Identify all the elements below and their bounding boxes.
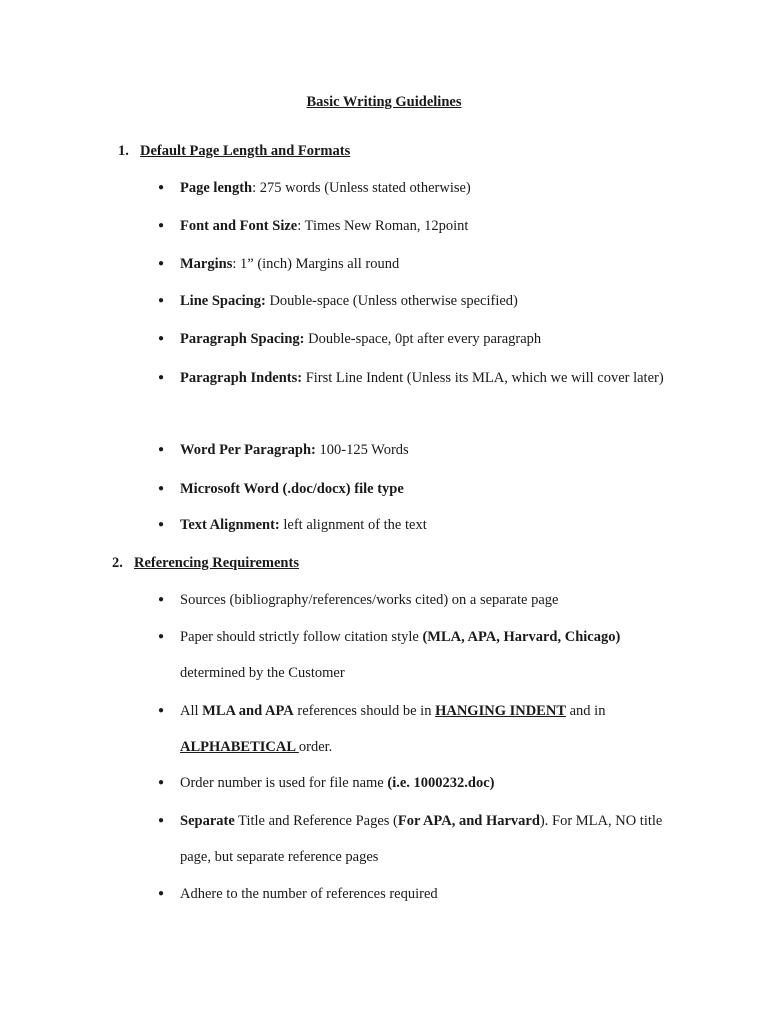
item-label: Paragraph Indents: xyxy=(180,370,303,386)
item-text: left alignment of the text xyxy=(279,517,427,533)
bullet-icon: ● xyxy=(158,295,165,306)
bullet-icon: ● xyxy=(158,705,165,716)
bullet-icon: ● xyxy=(158,444,165,455)
document-title: Basic Writing Guidelines xyxy=(306,94,462,110)
bullet-icon: ● xyxy=(158,258,165,269)
bullet-icon: ● xyxy=(158,519,165,530)
item-text: First Line Indent (Unless its MLA, which we will cover later) xyxy=(302,370,664,386)
item-bold-text: For APA, and Harvard xyxy=(397,813,540,829)
list-item xyxy=(158,693,650,765)
section-2-title: Referencing Requirements xyxy=(134,555,299,571)
list-item xyxy=(158,246,680,282)
item-text: : 1” (inch) Margins all round xyxy=(232,256,400,272)
item-bold-text: (i.e. 1000232.doc) xyxy=(387,775,495,791)
section-2-number: 2. xyxy=(112,555,123,571)
bullet-icon: ● xyxy=(158,220,165,231)
item-text: Paper should strictly follow citation style xyxy=(180,629,423,645)
item-label: Page length xyxy=(180,180,253,196)
item-text: Double-space, 0pt after every paragraph xyxy=(304,331,542,347)
list-item xyxy=(158,876,680,912)
item-text: references should be in xyxy=(293,703,436,719)
item-label: Margins xyxy=(180,256,233,272)
list-item xyxy=(158,582,680,618)
list-item xyxy=(158,360,670,396)
list-item xyxy=(158,208,680,244)
item-text: Double-space (Unless otherwise specified) xyxy=(265,293,518,309)
item-text: 100-125 Words xyxy=(315,442,409,458)
section-2-heading xyxy=(112,555,299,572)
item-text: Sources (bibliography/references/works cited) on a separate page xyxy=(180,592,559,608)
item-label: Font and Font Size xyxy=(180,218,298,234)
bullet-icon: ● xyxy=(158,372,165,383)
bullet-icon: ● xyxy=(158,594,165,605)
item-label: Paragraph Spacing: xyxy=(180,331,305,347)
list-item xyxy=(158,507,680,543)
item-bold-text: Separate xyxy=(180,813,235,829)
item-text: Order number is used for file name xyxy=(180,775,388,791)
item-bold-underlined-text: ALPHABETICAL xyxy=(180,739,299,755)
item-bold-underlined-text: HANGING INDENT xyxy=(435,703,566,719)
item-label: Line Spacing: xyxy=(180,293,266,309)
item-text: All xyxy=(180,703,203,719)
bullet-icon: ● xyxy=(158,888,165,899)
bullet-icon: ● xyxy=(158,777,165,788)
item-text: determined by the Customer xyxy=(180,665,345,681)
list-item xyxy=(158,283,680,319)
item-text: Adhere to the number of references required xyxy=(180,886,438,902)
list-item xyxy=(158,803,670,875)
list-item xyxy=(158,765,680,801)
item-bold-text: MLA and APA xyxy=(202,703,294,719)
list-item xyxy=(158,321,680,357)
item-text: ). For MLA, NO title page, but separate reference pages xyxy=(180,813,663,865)
bullet-icon: ● xyxy=(158,631,165,642)
item-bold-text: (MLA, APA, Harvard, Chicago) xyxy=(422,629,621,645)
item-label: Word Per Paragraph: xyxy=(180,442,316,458)
list-item xyxy=(158,170,680,206)
section-1-number: 1. xyxy=(118,143,129,159)
item-text: order. xyxy=(298,739,333,755)
item-text: : Times New Roman, 12point xyxy=(297,218,469,234)
list-item xyxy=(158,432,680,468)
section-1-title: Default Page Length and Formats xyxy=(140,143,351,159)
item-text: and in xyxy=(566,703,606,719)
item-label: Text Alignment: xyxy=(180,517,280,533)
list-item xyxy=(158,471,680,507)
bullet-icon: ● xyxy=(158,182,165,193)
section-1-heading xyxy=(118,143,350,160)
bullet-icon: ● xyxy=(158,333,165,344)
bullet-icon: ● xyxy=(158,483,165,494)
item-label: Microsoft Word (.doc/docx) file type xyxy=(180,481,404,497)
bullet-icon: ● xyxy=(158,815,165,826)
list-item xyxy=(158,619,660,691)
item-text: Title and Reference Pages ( xyxy=(234,813,398,829)
item-text: : 275 words (Unless stated otherwise) xyxy=(252,180,471,196)
